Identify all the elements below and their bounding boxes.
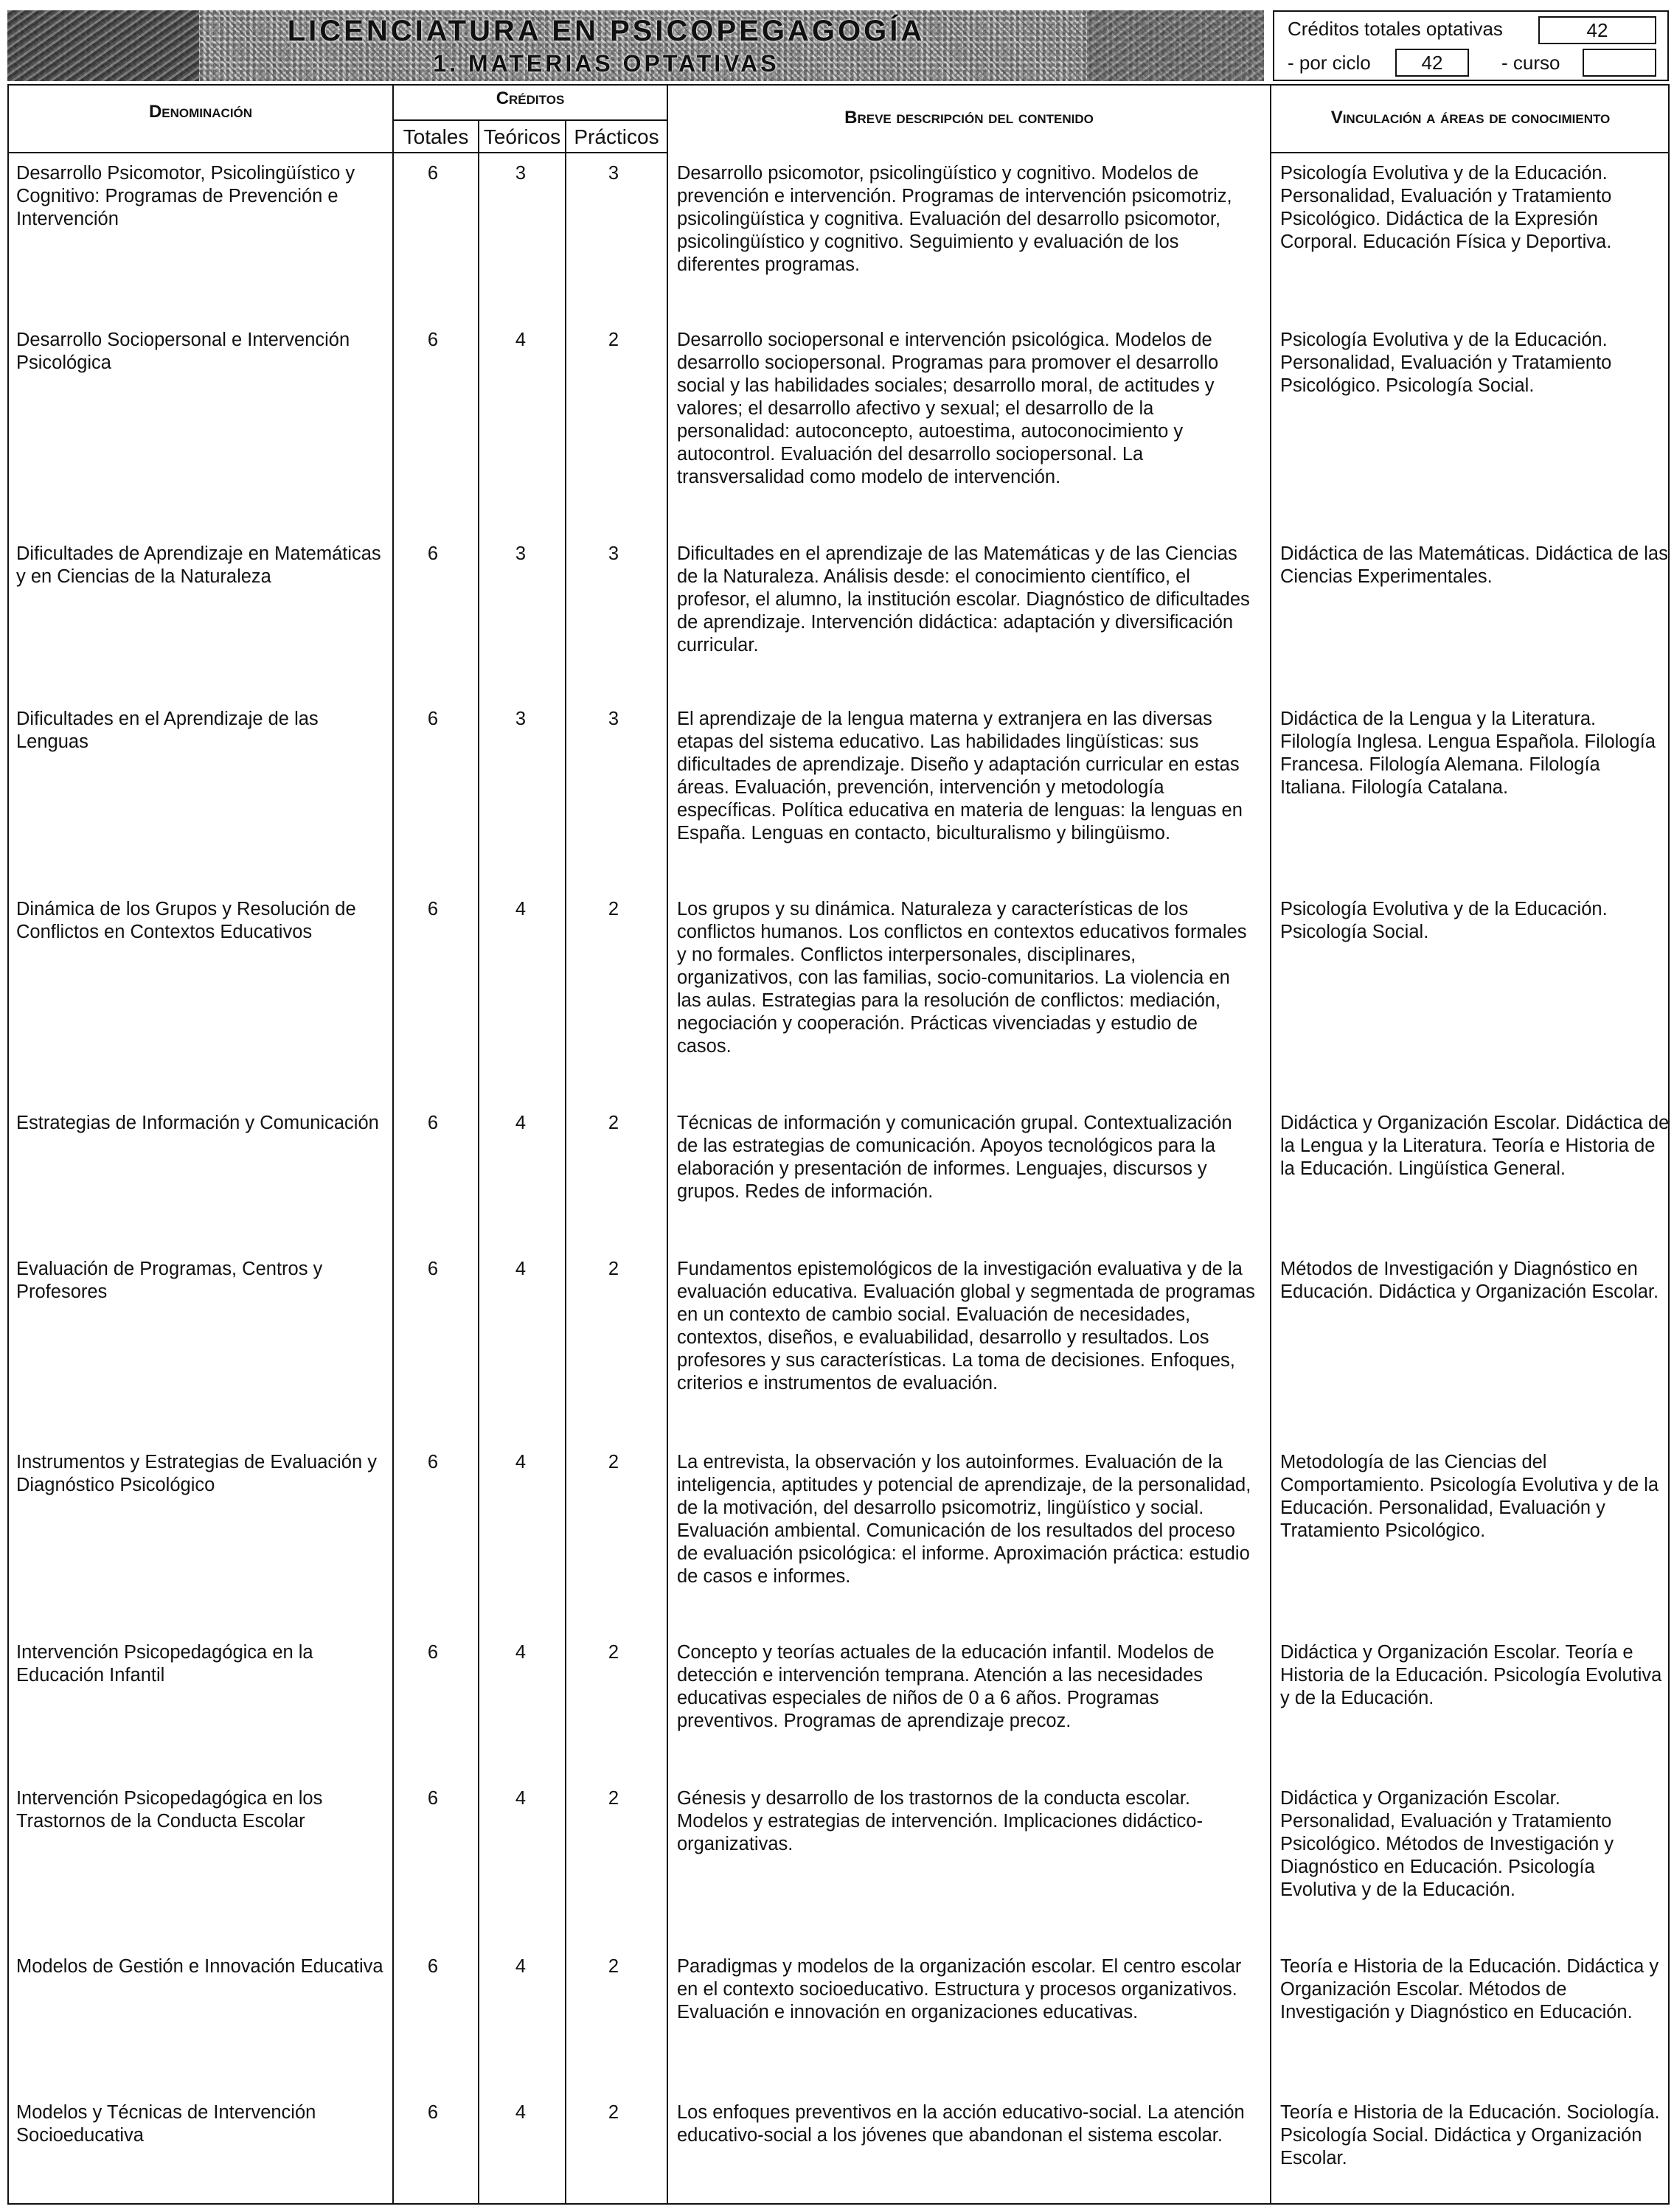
credits-totals: 6: [427, 709, 439, 729]
per-course-value: [1583, 49, 1656, 77]
per-cycle-label: - por ciclo: [1288, 52, 1371, 74]
subject-description: Los enfoques preventivos en la acción educativo-social. La atención educativo-social a los jóvenes que abandonan el sistema escolar.: [677, 2102, 1245, 2146]
subject-description: Paradigmas y modelos de la organización escolar. El centro escolar en el contexto socioeducativo. Estructura y procesos organizativos. Evaluación e innovación en organizaciones educativas.: [677, 1956, 1242, 2023]
col-divider-name: [392, 84, 394, 2205]
credits-totals: 6: [427, 1956, 439, 1977]
table-left-border: [7, 84, 9, 2205]
col-divider-totals: [478, 119, 479, 2205]
column-header-totals: Totales: [403, 125, 469, 148]
header-divider-left: [7, 152, 668, 153]
subject-description: El aprendizaje de la lengua materna y extranjera en las diversas etapas del sistema educativo. Las habilidades lingüísticas: sus dificultades de aprendizaje. Diseño y adaptación curricular en estas áreas. Evaluación, prevención, intervención y metodología específicas. Política educativa en materia de lenguas: la lenguas en España. Lenguas en contacto, biculturalismo y bilingüismo.: [677, 709, 1243, 844]
table-top-border: [7, 84, 1670, 86]
subject-description: Dificultades en el aprendizaje de las Matemáticas y de las Ciencias de la Naturaleza. Análisis desde: el conocimiento científico, el profesor, el alumno, la institución escolar. Diagnóstico de dificultades de aprendizaje. Intervención didáctica: adaptación y diversificación curricular.: [677, 543, 1250, 655]
knowledge-areas: Didáctica de la Lengua y la Literatura. Filología Inglesa. Lengua Española. Filología Francesa. Filología Alemana. Filología Italiana. Filología Catalana.: [1280, 709, 1656, 798]
credits-totals: 6: [427, 1642, 439, 1663]
credits-practice: 2: [608, 1788, 619, 1809]
knowledge-areas: Psicología Evolutiva y de la Educación. Personalidad, Evaluación y Tratamiento Psicológico. Psicología Social.: [1280, 330, 1612, 396]
credits-theory: 4: [515, 2102, 527, 2123]
credits-subheader-line: [394, 119, 668, 121]
subject-name: Estrategias de Información y Comunicación: [16, 1113, 379, 1133]
column-header-areas: Vinculación a áreas de conocimiento: [1330, 108, 1611, 128]
title-banner: [7, 10, 1264, 81]
column-header-practice: Prácticos: [574, 125, 659, 148]
credits-practice: 3: [608, 163, 619, 184]
credits-totals: 6: [427, 1259, 439, 1279]
subject-description: Desarrollo psicomotor, psicolingüístico y cognitivo. Modelos de prevención e intervención. Programas de intervención psicomotriz, psicolingüística y cognitiva. Evaluación del desarrollo psicomotor, psicolingüístico y cognitivo. Seguimiento y evaluación de los diferentes programas.: [677, 163, 1232, 275]
credits-summary-box: [1273, 10, 1669, 81]
column-header-name: Denominación: [148, 102, 253, 122]
credits-theory: 4: [515, 1452, 527, 1472]
subject-name: Modelos y Técnicas de Intervención Socioeducativa: [16, 2102, 316, 2146]
credits-total-label: Créditos totales optativas: [1288, 18, 1503, 40]
credits-theory: 3: [515, 709, 527, 729]
knowledge-areas: Didáctica y Organización Escolar. Teoría e Historia de la Educación. Psicología Evolutiva y de la Educación.: [1280, 1642, 1662, 1708]
credits-theory: 4: [515, 1259, 527, 1279]
col-divider-credits: [667, 84, 668, 2205]
credits-totals: 6: [427, 163, 439, 184]
column-header-description: Breve descripción del contenido: [844, 108, 1094, 128]
credits-practice: 2: [608, 1452, 619, 1472]
credits-totals: 6: [427, 1788, 439, 1809]
knowledge-areas: Teoría e Historia de la Educación. Didáctica y Organización Escolar. Métodos de Investigación y Diagnóstico en Educación.: [1280, 1956, 1659, 2023]
subject-name: Intervención Psicopedagógica en la Educación Infantil: [16, 1642, 313, 1686]
subject-description: Concepto y teorías actuales de la educación infantil. Modelos de detección e intervención temprana. Atención a las necesidades educativas especiales de niños de 0 a 6 años. Programas preventivos. Programas de aprendizaje precoz.: [677, 1642, 1215, 1731]
credits-practice: 3: [608, 709, 619, 729]
credits-practice: 2: [608, 1259, 619, 1279]
knowledge-areas: Psicología Evolutiva y de la Educación. Personalidad, Evaluación y Tratamiento Psicológico. Didáctica de la Expresión Corporal. Educación Física y Deportiva.: [1280, 163, 1612, 252]
per-course-label: - curso: [1501, 52, 1560, 74]
column-header-theory: Teóricos: [483, 125, 561, 148]
subject-description: Técnicas de información y comunicación grupal. Contextualización de las estrategias de comunicación. Apoyos tecnológicos para la elaboración y presentación de informes. Lenguajes, discursos y grupos. Redes de información.: [677, 1113, 1232, 1202]
credits-theory: 4: [515, 330, 527, 350]
credits-theory: 4: [515, 899, 527, 919]
credits-totals: 6: [427, 899, 439, 919]
credits-totals: 6: [427, 1113, 439, 1133]
credits-theory: 4: [515, 1642, 527, 1663]
page-title: LICENCIATURA EN PSICOPEGAGOGÍA: [287, 15, 925, 47]
credits-theory: 4: [515, 1956, 527, 1977]
knowledge-areas: Didáctica y Organización Escolar. Didáctica de la Lengua y la Literatura. Teoría e Historia de la Educación. Lingüística General.: [1280, 1113, 1670, 1179]
credits-theory: 3: [515, 163, 527, 184]
knowledge-areas: Didáctica y Organización Escolar. Personalidad, Evaluación y Tratamiento Psicológico. Métodos de Investigación y Diagnóstico en Educación. Psicología Evolutiva y de la Educación.: [1280, 1788, 1614, 1900]
credits-theory: 4: [515, 1113, 527, 1133]
subject-description: Los grupos y su dinámica. Naturaleza y características de los conflictos humanos. Los conflictos en contextos educativos formales y no formales. Conflictos interpersonales, disciplinares, organizativos, con las familias, socio-comunitarios. La violencia en las aulas. Estrategias para la resolución de conflictos: mediación, negociación y cooperación. Prácticas vivenciadas y estudio de casos.: [677, 899, 1247, 1057]
subject-name: Intervención Psicopedagógica en los Trastornos de la Conducta Escolar: [16, 1788, 323, 1832]
credits-total-value: 42: [1538, 16, 1656, 44]
knowledge-areas: Didáctica de las Matemáticas. Didáctica de las Ciencias Experimentales.: [1280, 543, 1668, 587]
subject-name: Instrumentos y Estrategias de Evaluación y Diagnóstico Psicológico: [16, 1452, 377, 1495]
subject-description: Génesis y desarrollo de los trastornos de la conducta escolar. Modelos y estrategias de intervención. Implicaciones didáctico-organizativas.: [677, 1788, 1203, 1854]
knowledge-areas: Teoría e Historia de la Educación. Sociología. Psicología Social. Didáctica y Organización Escolar.: [1280, 2102, 1660, 2168]
credits-practice: 2: [608, 2102, 619, 2123]
credits-theory: 3: [515, 543, 527, 564]
column-header-credits: Créditos: [496, 88, 565, 108]
col-divider-description: [1270, 84, 1271, 2205]
per-cycle-value: 42: [1395, 49, 1469, 77]
credits-practice: 2: [608, 1113, 619, 1133]
header-divider-right: [1271, 152, 1670, 153]
knowledge-areas: Métodos de Investigación y Diagnóstico en Educación. Didáctica y Organización Escolar.: [1280, 1259, 1659, 1302]
credits-practice: 2: [608, 1956, 619, 1977]
credits-totals: 6: [427, 2102, 439, 2123]
credits-practice: 3: [608, 543, 619, 564]
subject-name: Dificultades en el Aprendizaje de las Lenguas: [16, 709, 319, 752]
subject-description: Desarrollo sociopersonal e intervención psicológica. Modelos de desarrollo sociopersonal. Programas para promover el desarrollo social y las habilidades sociales; desarrollo moral, de actitudes y valores; el desarrollo afectivo y sexual; el desarrollo de la personalidad: autoconcepto, autoestima, autoconocimiento y autocontrol. Evaluación del desarrollo sociopersonal. La transversalidad como modelo de intervención.: [677, 330, 1219, 487]
subject-name: Dificultades de Aprendizaje en Matemáticas y en Ciencias de la Naturaleza: [16, 543, 381, 587]
subject-name: Evaluación de Programas, Centros y Profesores: [16, 1259, 323, 1302]
subject-name: Dinámica de los Grupos y Resolución de Conflictos en Contextos Educativos: [16, 899, 356, 942]
subject-name: Desarrollo Sociopersonal e Intervención Psicológica: [16, 330, 350, 373]
credits-totals: 6: [427, 330, 439, 350]
table-bottom-border: [7, 2203, 1670, 2205]
credits-theory: 4: [515, 1788, 527, 1809]
knowledge-areas: Metodología de las Ciencias del Comportamiento. Psicología Evolutiva y de la Educación. Personalidad, Evaluación y Tratamiento Psicológico.: [1280, 1452, 1659, 1541]
credits-totals: 6: [427, 1452, 439, 1472]
subject-description: Fundamentos epistemológicos de la investigación evaluativa y de la evaluación educativa. Evaluación global y segmentada de programas en un contexto de cambio social. Evaluación de necesidades, contextos, diseños, e evaluabilidad, desarrollo y resultados. Los profesores y sus características. La toma de decisiones. Enfoques, criterios e instrumentos de evaluación.: [677, 1259, 1255, 1394]
col-divider-theory: [565, 119, 566, 2205]
credits-practice: 2: [608, 899, 619, 919]
credits-totals: 6: [427, 543, 439, 564]
credits-practice: 2: [608, 330, 619, 350]
subject-name: Modelos de Gestión e Innovación Educativa: [16, 1956, 383, 1977]
credits-practice: 2: [608, 1642, 619, 1663]
subject-description: La entrevista, la observación y los autoinformes. Evaluación de la inteligencia, aptitudes y potencial de aprendizaje, de la personalidad, de la motivación, del desarrollo psicomotriz, lingüístico y social. Evaluación ambiental. Comunicación de los resultados del proceso de evaluación psicológica: el informe. Aproximación práctica: estudio de casos e informes.: [677, 1452, 1251, 1587]
knowledge-areas: Psicología Evolutiva y de la Educación. Psicología Social.: [1280, 899, 1608, 942]
page-subtitle: 1. MATERIAS OPTATIVAS: [433, 50, 779, 77]
subject-name: Desarrollo Psicomotor, Psicolingüístico y Cognitivo: Programas de Prevención e Intervención: [16, 163, 355, 229]
